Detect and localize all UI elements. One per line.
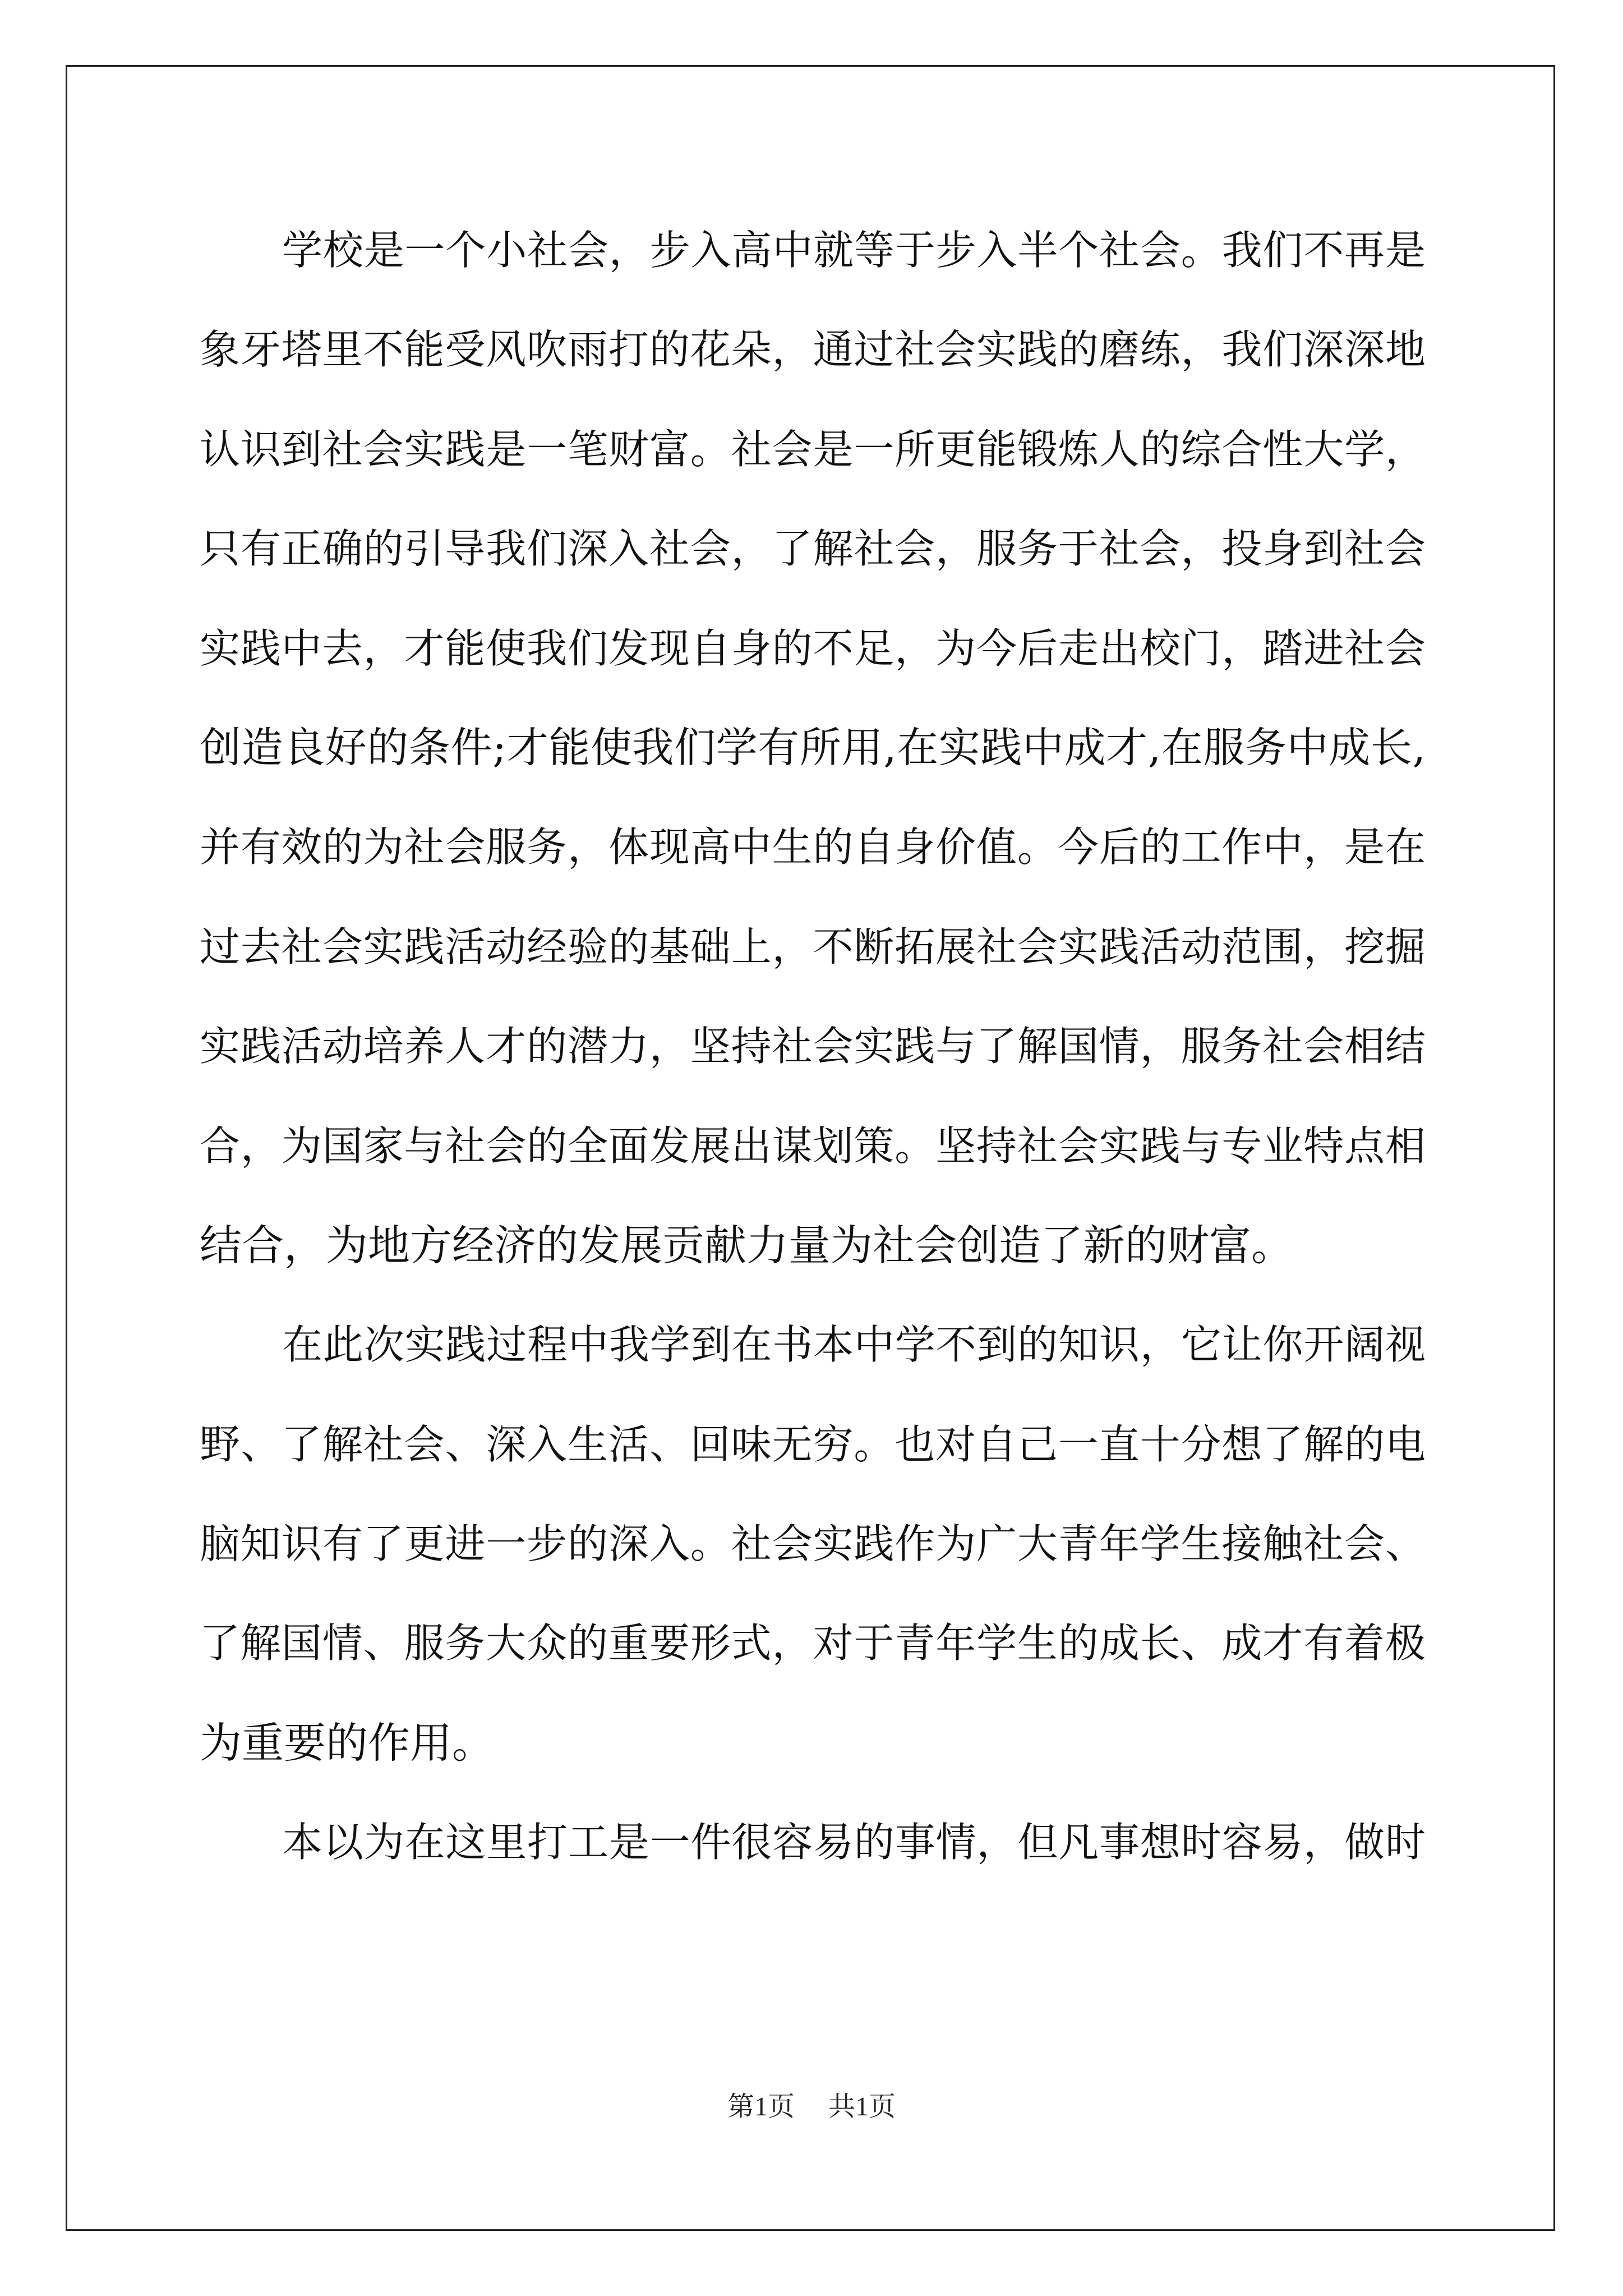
paragraph-2-line-4: 了解国情、服务大众的重要形式，对于青年学生的成长、成才有着极	[200, 1619, 1426, 1667]
paragraph-1-line-6: 创造良好的条件;才能使我们学有所用,在实践中成才,在服务中成长,	[200, 724, 1426, 772]
paragraph-1-line-7: 并有效的为社会服务，体现高中生的自身价值。今后的工作中，是在	[200, 823, 1426, 871]
paragraph-3-line-1: 本以为在这里打工是一件很容易的事情，但凡事想时容易，做时	[282, 1819, 1426, 1866]
paragraph-2-line-5: 为重要的作用。	[200, 1718, 495, 1768]
paragraph-1-line-1: 学校是一个小社会，步入高中就等于步入半个社会。我们不再是	[282, 227, 1426, 274]
paragraph-2-line-2: 野、了解社会、深入生活、回味无穷。也对自己一直十分想了解的电	[200, 1421, 1426, 1468]
page-number: 第1页	[727, 2092, 795, 2122]
page-footer	[0, 2087, 1623, 2127]
paragraph-1-line-10: 合，为国家与社会的全面发展出谋划策。坚持社会实践与专业特点相	[200, 1122, 1426, 1170]
paragraph-1-line-8: 过去社会实践活动经验的基础上，不断拓展社会实践活动范围，挖掘	[200, 923, 1426, 970]
paragraph-2-line-3: 脑知识有了更进一步的深入。社会实践作为广大青年学生接触社会、	[200, 1520, 1426, 1567]
paragraph-1-line-2: 象牙塔里不能受风吹雨打的花朵，通过社会实践的磨练，我们深深地	[200, 326, 1426, 373]
paragraph-1-line-11: 结合，为地方经济的发展贡献力量为社会创造了新的财富。	[200, 1221, 1294, 1270]
paragraph-1-line-4: 只有正确的引导我们深入社会，了解社会，服务于社会，投身到社会	[200, 525, 1426, 572]
page-total: 共1页	[828, 2092, 896, 2122]
paragraph-2-line-1: 在此次实践过程中我学到在书本中学不到的知识，它让你开阔视	[282, 1321, 1426, 1368]
paragraph-1-line-3: 认识到社会实践是一笔财富。社会是一所更能锻炼人的综合性大学，	[200, 426, 1426, 473]
paragraph-1-line-9: 实践活动培养人才的潜力，坚持社会实践与了解国情，服务社会相结	[200, 1023, 1426, 1070]
paragraph-1-line-5: 实践中去，才能使我们发现自身的不足，为今后走出校门，踏进社会	[200, 625, 1426, 672]
